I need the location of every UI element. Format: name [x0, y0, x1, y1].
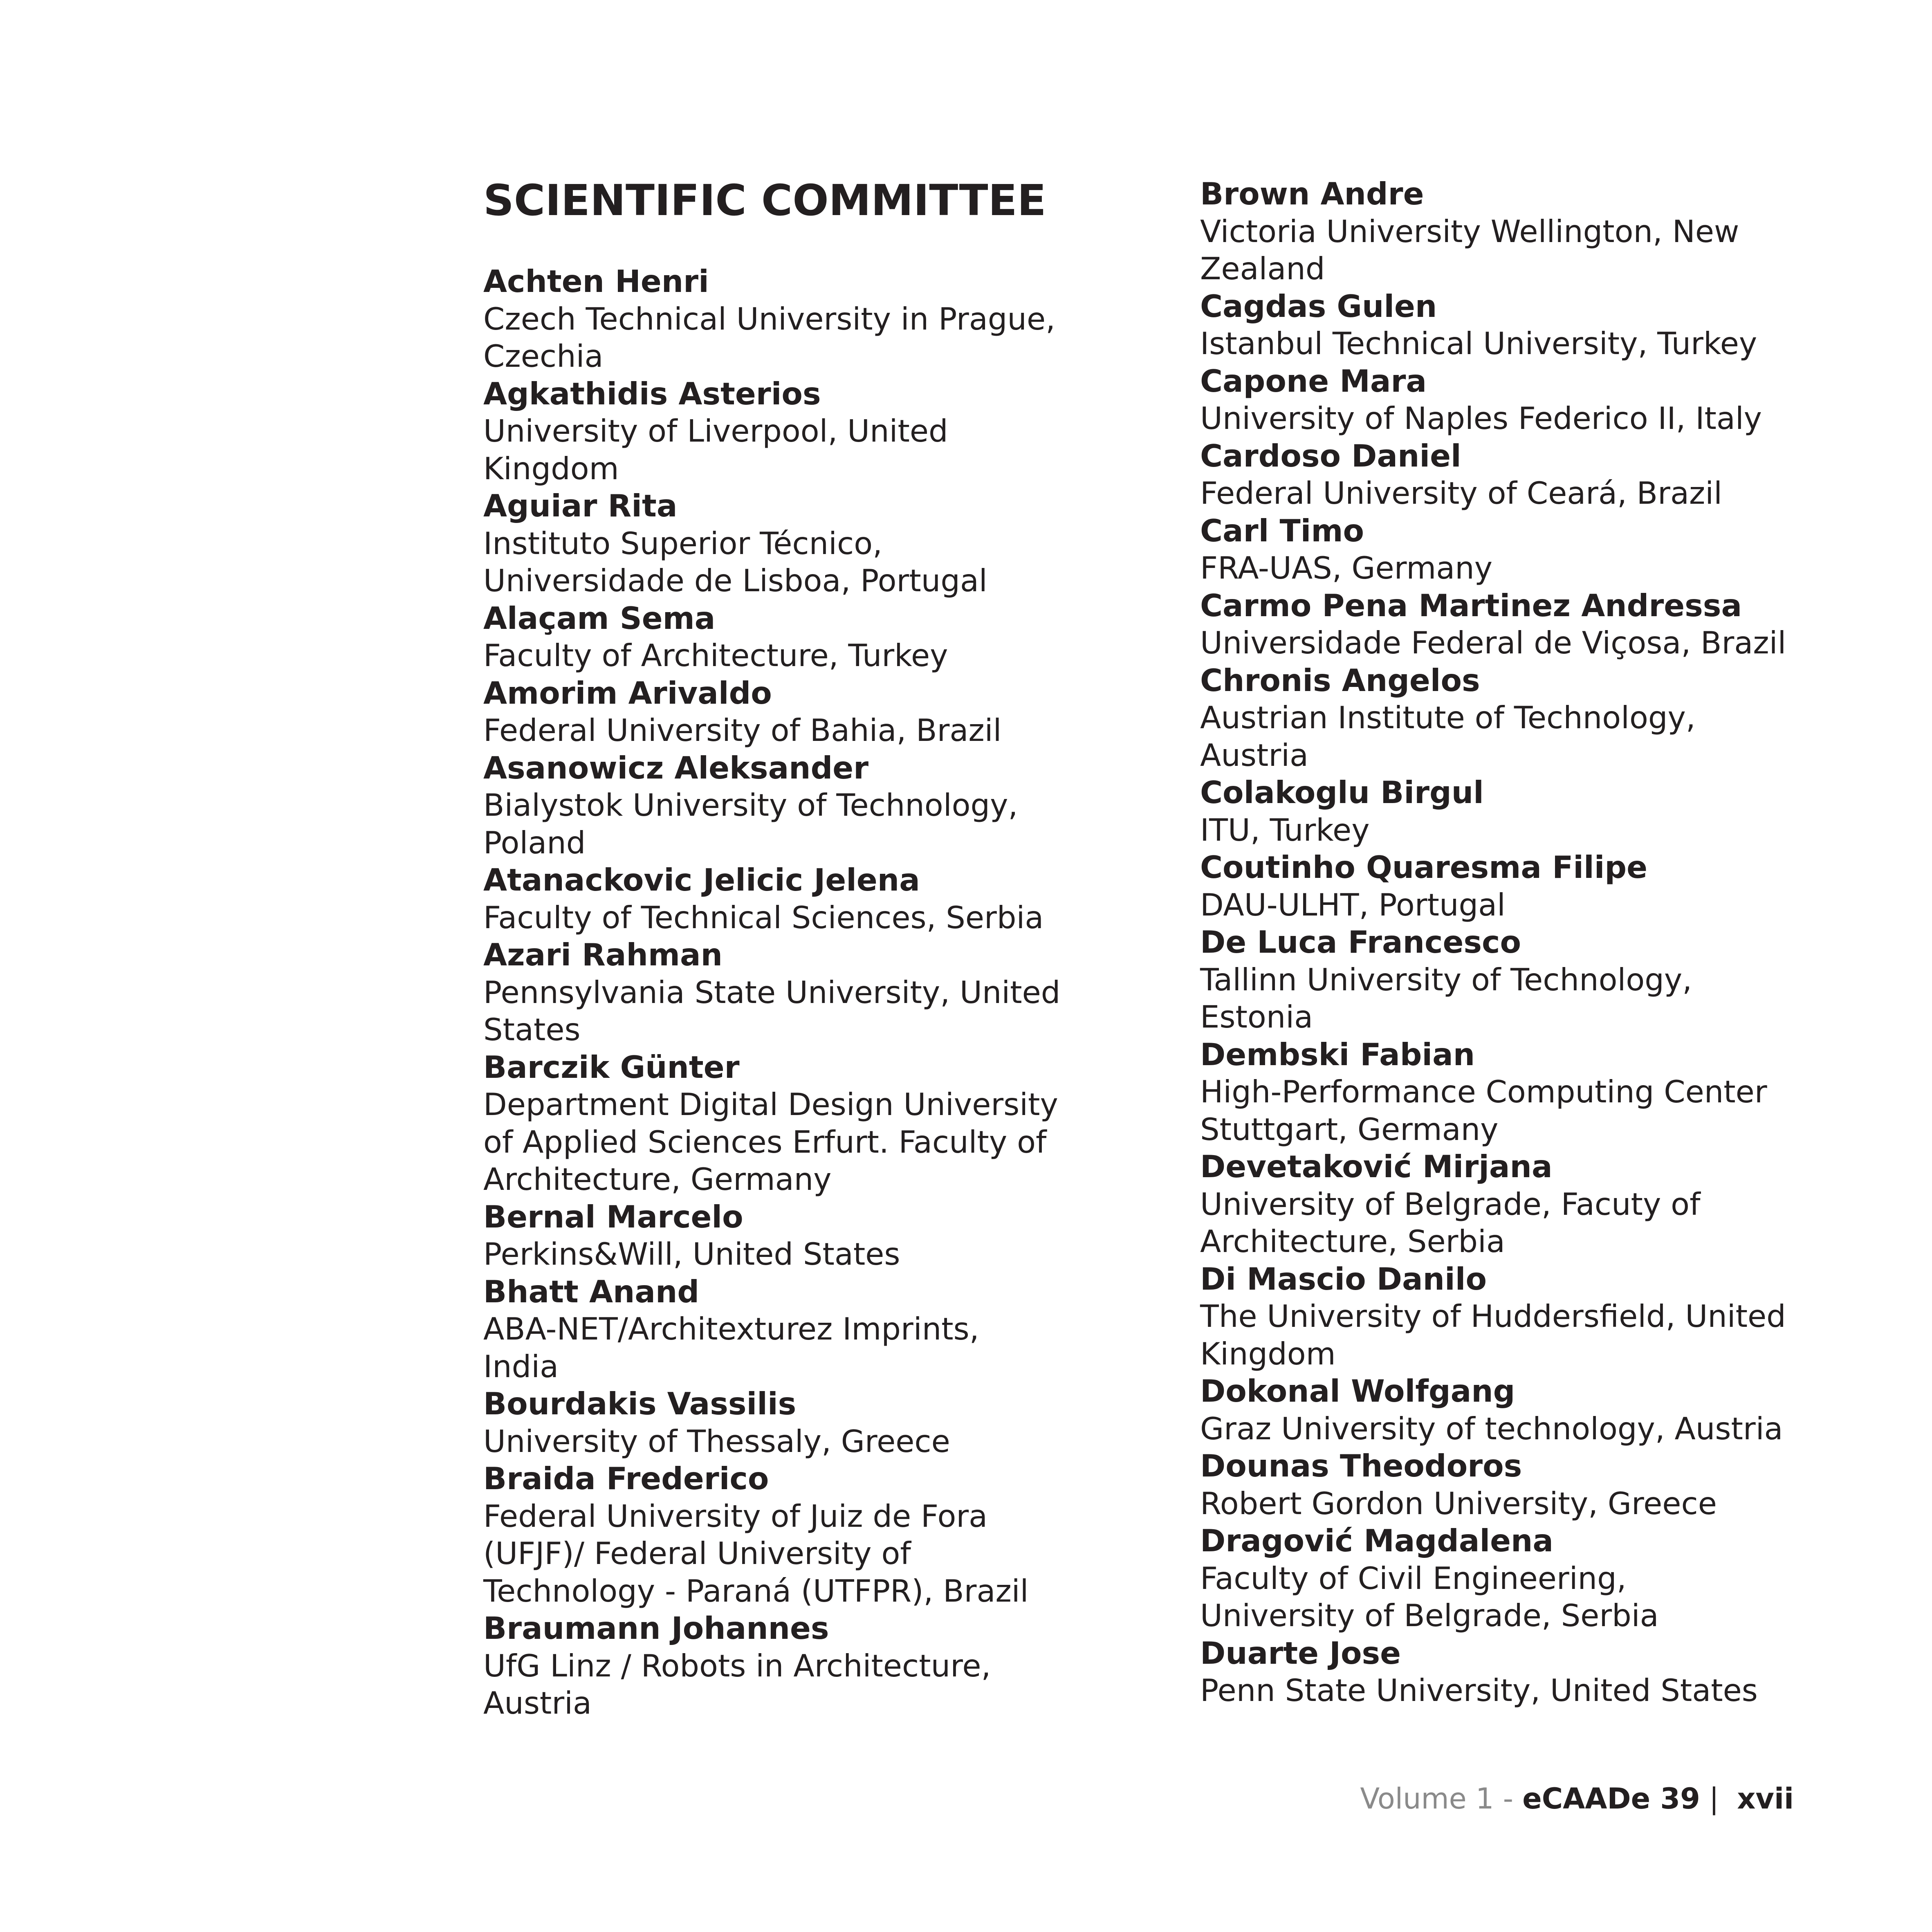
member-affiliation: Pennsylvania State University, United States	[483, 974, 1061, 1048]
committee-member	[483, 675, 1121, 749]
member-name: Brown Andre	[1200, 176, 1424, 212]
committee-member	[1200, 774, 1838, 849]
member-affiliation: Instituto Superior Técnico, Universidade de Lisboa, Portugal	[483, 525, 987, 599]
committee-member	[1200, 438, 1838, 512]
member-name: Azari Rahman	[483, 937, 723, 973]
member-name: Carmo Pena Martinez Andressa	[1200, 587, 1742, 624]
member-affiliation: DAU-ULHT, Portugal	[1200, 886, 1506, 923]
member-affiliation: ABA-NET/Architexturez Imprints, India	[483, 1311, 979, 1384]
committee-member	[1200, 1522, 1838, 1635]
committee-member	[1200, 849, 1838, 924]
committee-member	[483, 263, 1121, 375]
member-affiliation: Tallinn University of Technology, Estonia	[1200, 961, 1692, 1035]
member-name: Dragović Magdalena	[1200, 1523, 1554, 1559]
member-name: De Luca Francesco	[1200, 924, 1521, 960]
committee-member	[1200, 1148, 1838, 1261]
member-affiliation: Federal University of Bahia, Brazil	[483, 712, 1002, 748]
member-affiliation: Department Digital Design University of Applied Sciences Erfurt. Faculty of Architecture, Germany	[483, 1086, 1058, 1197]
member-name: Achten Henri	[483, 263, 709, 299]
member-affiliation: University of Belgrade, Facuty of Architecture, Serbia	[1200, 1186, 1701, 1259]
page-title: SCIENTIFIC COMMITTEE	[483, 175, 1046, 225]
committee-member	[1200, 1261, 1838, 1373]
committee-member	[1200, 512, 1838, 587]
committee-member	[1200, 1447, 1838, 1522]
member-name: Cagdas Gulen	[1200, 288, 1437, 324]
member-affiliation: Federal University of Ceará, Brazil	[1200, 475, 1722, 511]
member-name: Alaçam Sema	[483, 600, 716, 636]
member-name: Capone Mara	[1200, 363, 1427, 399]
committee-member	[483, 600, 1121, 675]
committee-member	[1200, 175, 1838, 288]
committee-member	[1200, 662, 1838, 774]
committee-member	[483, 1610, 1121, 1722]
member-affiliation: FRA-UAS, Germany	[1200, 550, 1493, 586]
member-name: Dembski Fabian	[1200, 1036, 1475, 1073]
member-affiliation: University of Thessaly, Greece	[483, 1423, 950, 1459]
member-name: Bernal Marcelo	[483, 1198, 743, 1235]
page-footer	[1360, 1780, 1794, 1817]
member-name: Braida Frederico	[483, 1461, 769, 1497]
member-name: Braumann Johannes	[483, 1610, 829, 1646]
member-name: Atanackovic Jelicic Jelena	[483, 862, 920, 898]
member-name: Asanowicz Aleksander	[483, 749, 869, 786]
member-affiliation: The University of Huddersfield, United Kingdom	[1200, 1298, 1786, 1372]
member-name: Duarte Jose	[1200, 1635, 1401, 1671]
committee-member	[483, 862, 1121, 936]
footer-page-number: xvii	[1737, 1782, 1794, 1815]
member-affiliation: University of Liverpool, United Kingdom	[483, 413, 948, 487]
member-affiliation: Austrian Institute of Technology, Austria	[1200, 700, 1696, 773]
member-affiliation: Robert Gordon University, Greece	[1200, 1485, 1717, 1521]
footer-conference: eCAADe 39	[1522, 1782, 1700, 1815]
committee-member	[483, 1460, 1121, 1610]
member-name: Agkathidis Asterios	[483, 375, 821, 412]
committee-member	[483, 749, 1121, 862]
member-name: Di Mascio Danilo	[1200, 1261, 1487, 1297]
member-name: Dokonal Wolfgang	[1200, 1373, 1515, 1409]
member-affiliation: Perkins&Will, United States	[483, 1236, 900, 1272]
committee-member	[483, 1385, 1121, 1460]
member-name: Amorim Arivaldo	[483, 675, 772, 711]
member-name: Chronis Angelos	[1200, 662, 1480, 698]
member-affiliation: Faculty of Civil Engineering, University of Belgrade, Serbia	[1200, 1560, 1659, 1634]
member-name: Coutinho Quaresma Filipe	[1200, 849, 1647, 885]
member-name: Carl Timo	[1200, 512, 1364, 549]
member-affiliation: ITU, Turkey	[1200, 812, 1370, 848]
committee-member	[1200, 288, 1838, 363]
member-name: Cardoso Daniel	[1200, 438, 1461, 474]
committee-member	[483, 1273, 1121, 1386]
committee-member	[483, 1198, 1121, 1273]
member-name: Devetaković Mirjana	[1200, 1149, 1553, 1185]
committee-member	[1200, 1373, 1838, 1447]
committee-member	[483, 375, 1121, 488]
committee-member	[1200, 363, 1838, 438]
member-affiliation: Faculty of Technical Sciences, Serbia	[483, 899, 1044, 936]
member-affiliation: UfG Linz / Robots in Architecture, Austria	[483, 1647, 991, 1721]
member-affiliation: Czech Technical University in Prague, Czechia	[483, 301, 1055, 374]
member-affiliation: Federal University of Juiz de Fora (UFJF)/ Federal University of Technology - Paraná (UTFPR), Brazil	[483, 1498, 1029, 1609]
member-affiliation: Universidade Federal de Viçosa, Brazil	[1200, 625, 1786, 661]
committee-column-left	[483, 263, 1121, 1722]
member-name: Dounas Theodoros	[1200, 1448, 1522, 1484]
member-affiliation: University of Naples Federico II, Italy	[1200, 400, 1762, 436]
member-affiliation: Penn State University, United States	[1200, 1672, 1758, 1708]
member-affiliation: Graz University of technology, Austria	[1200, 1410, 1783, 1447]
member-affiliation: High-Performance Computing Center Stuttgart, Germany	[1200, 1074, 1767, 1147]
member-affiliation: Istanbul Technical University, Turkey	[1200, 325, 1757, 361]
committee-member	[1200, 924, 1838, 1036]
committee-member	[1200, 1036, 1838, 1149]
committee-member	[483, 936, 1121, 1049]
footer-volume: Volume 1 -	[1360, 1782, 1523, 1815]
member-name: Aguiar Rita	[483, 488, 678, 524]
member-name: Barczik Günter	[483, 1049, 740, 1085]
footer-separator: |	[1709, 1782, 1719, 1815]
member-name: Bhatt Anand	[483, 1273, 700, 1310]
committee-member	[483, 1049, 1121, 1198]
member-affiliation: Victoria University Wellington, New Zealand	[1200, 213, 1739, 287]
committee-member	[1200, 1635, 1838, 1710]
committee-member	[1200, 587, 1838, 662]
committee-column-right	[1200, 175, 1838, 1710]
member-affiliation: Bialystok University of Technology, Poland	[483, 787, 1018, 861]
committee-member	[483, 487, 1121, 600]
member-name: Bourdakis Vassilis	[483, 1386, 797, 1422]
member-name: Colakoglu Birgul	[1200, 774, 1484, 810]
member-affiliation: Faculty of Architecture, Turkey	[483, 637, 948, 673]
